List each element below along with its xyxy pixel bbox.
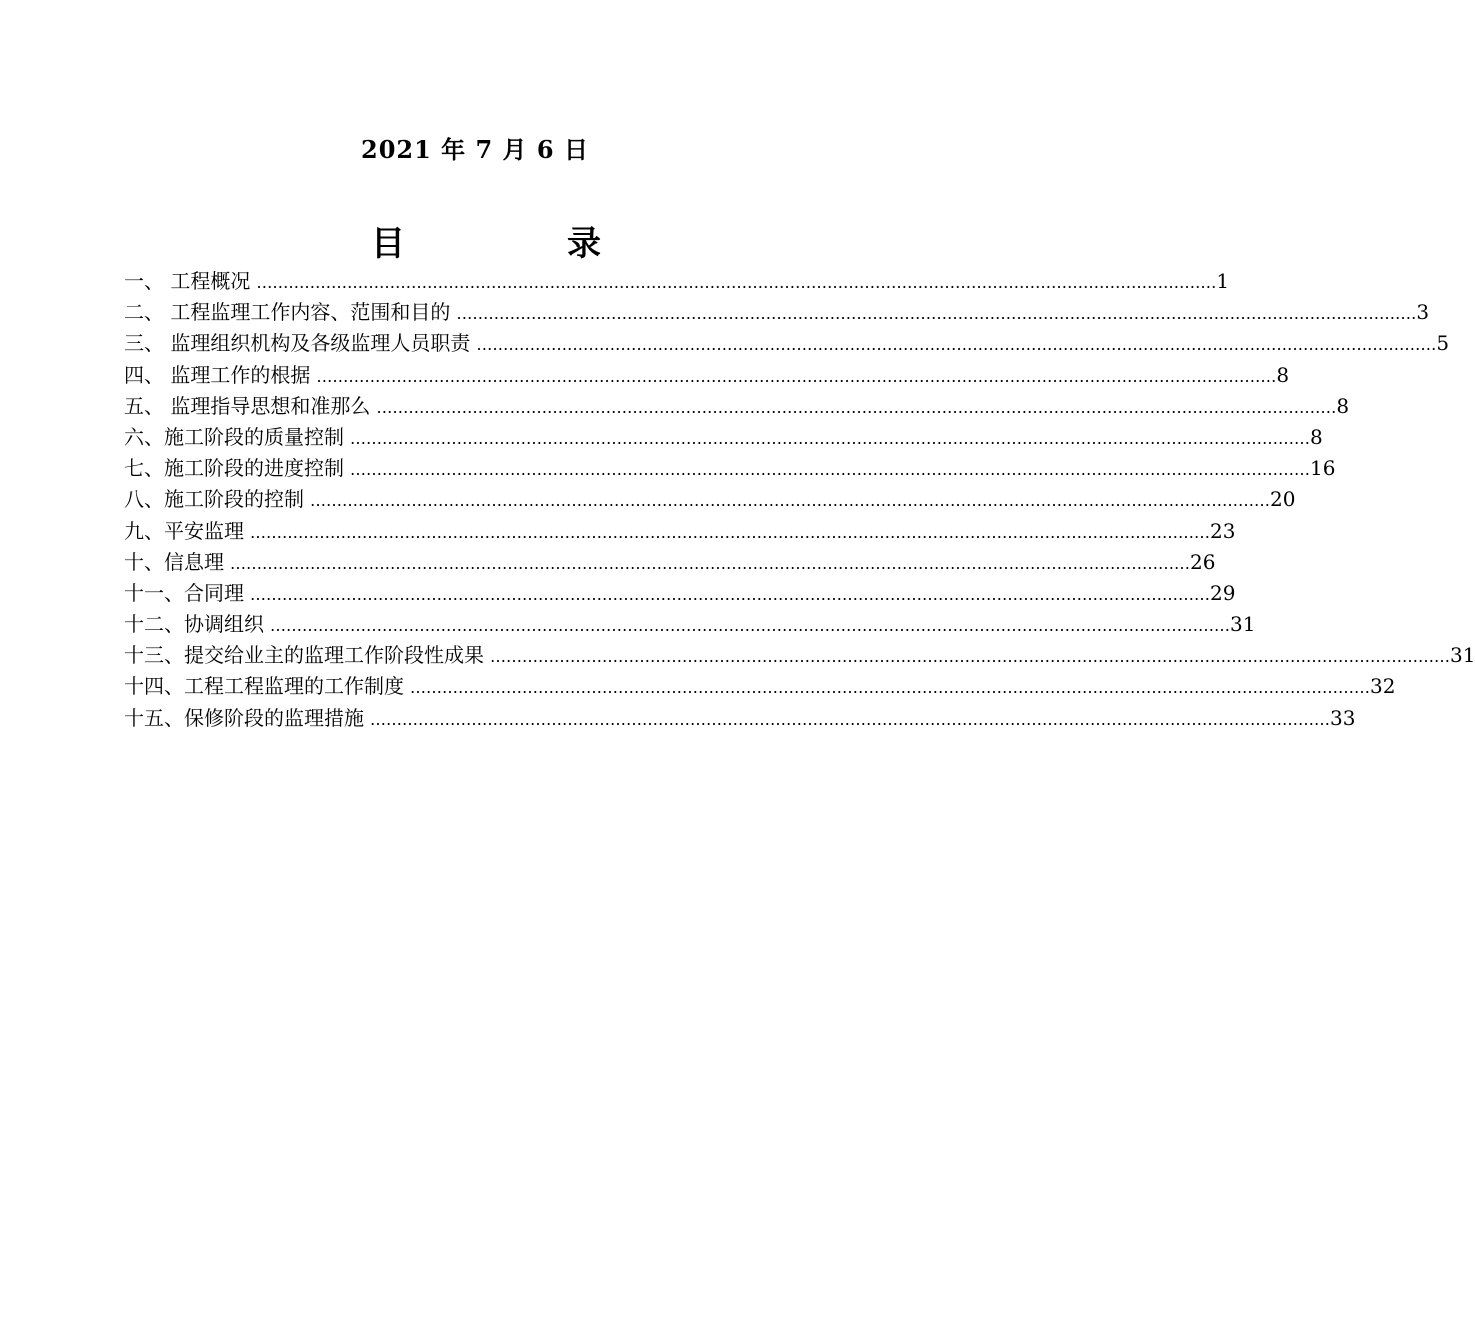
toc-entry-label: 三、 监理组织机构及各级监理人员职责 [124,331,471,356]
toc-entry [124,483,1296,514]
toc-entry-page: 31 [1450,643,1475,668]
toc-entry-page: 3 [1416,300,1430,325]
toc-entry [124,639,1475,670]
toc-entry-label: 四、 监理工作的根据 [124,362,311,387]
toc-entry [124,452,1336,483]
toc-entry-label: 十二、协调组织 [124,612,264,637]
toc-entry-label: 七、施工阶段的进度控制 [124,456,344,481]
toc-entry [124,421,1323,452]
toc-entry [124,327,1450,358]
toc-entry [124,390,1350,421]
toc-leader-dots: ……………………………………………………………………………………………………………………………………………………………… [250,584,1210,604]
toc-leader-dots: ……………………………………………………………………………………………………………………………………………………………… [316,366,1277,386]
toc-leader-dots: ……………………………………………………………………………………………………………………………………………………………… [410,678,1370,698]
toc-leader-dots: ……………………………………………………………………………………………………………………………………………………………… [456,304,1417,324]
toc-entry [124,515,1236,546]
toc-entry-page: 26 [1190,549,1216,574]
toc-entry-page: 8 [1336,393,1350,418]
toc-entry-page: 23 [1210,518,1236,543]
toc-entry-label: 十三、提交给业主的监理工作阶段性成果 [124,643,484,668]
toc-title-right: 录 [567,224,601,264]
toc-entry-label: 六、施工阶段的质量控制 [124,424,344,449]
toc-entry-label: 五、 监理指导思想和准那么 [124,393,371,418]
toc-entry-page: 8 [1276,362,1290,387]
document-date: 2021 年 7 月 6 日 [361,135,589,164]
toc-entry [124,546,1216,577]
toc-leader-dots: ……………………………………………………………………………………………………………………………………………………………… [230,553,1190,573]
toc-entry-label: 一、 工程概况 [124,269,251,293]
toc-leader-dots: ……………………………………………………………………………………………………………………………………………………………… [370,709,1330,729]
toc-leader-dots: ……………………………………………………………………………………………………………………………………………………………… [490,647,1450,667]
toc-leader-dots: ……………………………………………………………………………………………………………………………………………………………… [270,616,1230,636]
toc-entry [124,608,1256,639]
table-of-contents [124,265,1475,733]
toc-entry-page: 32 [1370,674,1396,699]
toc-title-left: 目 [371,224,405,264]
toc-title [371,216,601,265]
toc-entry [124,265,1230,296]
toc-entry [124,577,1236,608]
toc-leader-dots: ……………………………………………………………………………………………………………………………………………………………… [250,522,1210,542]
toc-entry-label: 二、 工程监理工作内容、范围和目的 [124,300,451,325]
toc-entry-page: 16 [1310,456,1336,481]
toc-entry-label: 九、平安监理 [124,518,244,543]
toc-entry [124,359,1290,390]
toc-leader-dots: ……………………………………………………………………………………………………………………………………………………………… [350,460,1310,480]
toc-entry-page: 29 [1210,580,1236,605]
toc-entry-page: 20 [1270,487,1296,512]
toc-entry-label: 十一、合同理 [124,580,244,605]
toc-entry [124,296,1430,327]
toc-entry [124,670,1396,701]
toc-entry-label: 八、施工阶段的控制 [124,487,304,512]
toc-leader-dots: ……………………………………………………………………………………………………………………………………………………………… [376,397,1337,417]
toc-entry-label: 十五、保修阶段的监理措施 [124,705,364,730]
toc-entry [124,702,1356,733]
toc-leader-dots: ……………………………………………………………………………………………………………………………………………………………… [476,335,1437,355]
toc-entry-label: 十四、工程工程监理的工作制度 [124,674,404,699]
toc-leader-dots: ……………………………………………………………………………………………………………………………………………………………… [256,273,1217,292]
toc-entry-page: 33 [1330,705,1356,730]
toc-leader-dots: ……………………………………………………………………………………………………………………………………………………………… [310,491,1270,511]
toc-entry-page: 8 [1310,424,1323,449]
toc-leader-dots: ……………………………………………………………………………………………………………………………………………………………… [350,428,1310,448]
toc-entry-page: 31 [1230,612,1256,637]
toc-entry-page: 5 [1436,331,1450,356]
toc-entry-page: 1 [1216,269,1230,293]
toc-entry-label: 十、信息理 [124,549,224,574]
